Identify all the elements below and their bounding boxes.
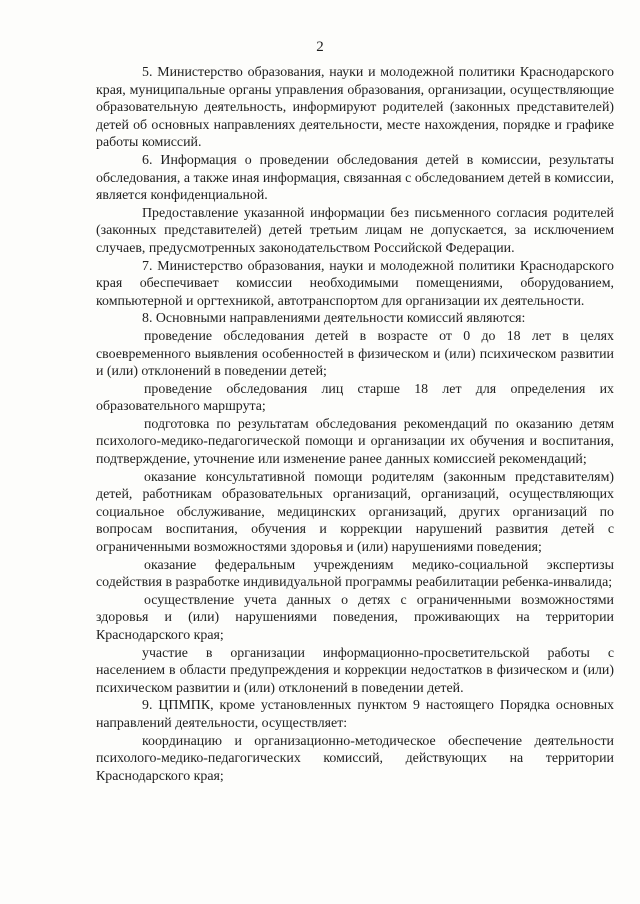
list-item: подготовка по результатам обследования рекомендаций по оказанию детям психолого-медико-педагогической помощи и организации их обучения и воспитания, подтверждение, уточнение или изменение ранее данных комиссией рекомендаций; [96,416,614,468]
list-item: проведение обследования лиц старше 18 лет для определения их образовательного маршрута; [96,381,614,415]
paragraph-6: 6. Информация о проведении обследования детей в комиссии, результаты обследования, а также иная информация, связанная с обследованием детей в комиссии, является конфиденциальной. [96,152,614,204]
paragraph-8: 8. Основными направлениями деятельности комиссий являются: [142,311,526,327]
list-item: проведение обследования детей в возрасте от 0 до 18 лет в целях своевременного выявления особенностей в физическом и (или) психическом развитии и (или) отклонений в поведении детей; [96,328,614,380]
paragraph-9: 9. ЦПМПК, кроме установленных пунктом 9 настоящего Порядка основных направлений деятельности, осуществляет: [96,698,614,731]
paragraph-7: 7. Министерство образования, науки и молодежной политики Краснодарского края обеспечивает комиссии необходимыми помещениями, оборудованием, компьютерной и оргтехникой, автотранспортом для организации их деятельности. [96,258,614,309]
paragraph-5: 5. Министерство образования, науки и молодежной политики Краснодарского края, муниципальные органы управления образования, организации, осуществляющие образовательную деятельность, информируют родителей (законных представителей) детей об основных направлениях деятельности, месте нахождения, порядке и графике работы комиссий. [96,65,614,151]
list-item: координацию и организационно-методическое обеспечение деятельности психолого-медико-педагогических комиссий, действующих на территории Краснодарского края; [96,733,614,784]
page-number: 2 [316,39,324,55]
list-item: осуществление учета данных о детях с ограниченными возможностями здоровья и (или) нарушениями поведения, проживающих на территории Краснодарского края; [96,592,614,643]
list-item: оказание консультативной помощи родителям (законным представителям) детей, работникам образовательных организаций, организаций, осуществляющих социальное обслуживание, медицинских организаций, других организаций по вопросам воспитания, обучения и коррекции нарушений развития детей с ограниченными возможностями здоровья и (или) нарушениями поведения; [96,469,614,556]
paragraph-confidentiality: Предоставление указанной информации без письменного согласия родителей (законных представителей) детей третьим лицам не допускается, за исключением случаев, предусмотренных законодательством Российской Федерации. [96,205,614,256]
list-item: оказание федеральным учреждениям медико-социальной экспертизы содействия в разработке индивидуальной программы реабилитации ребенка-инвалида; [96,557,614,591]
document-body [96,64,614,785]
list-item: участие в организации информационно-просветительской работы с населением в области предупреждения и коррекции недостатков в физическом и (или) психическом развитии и (или) отклонений в поведении детей. [96,645,614,696]
